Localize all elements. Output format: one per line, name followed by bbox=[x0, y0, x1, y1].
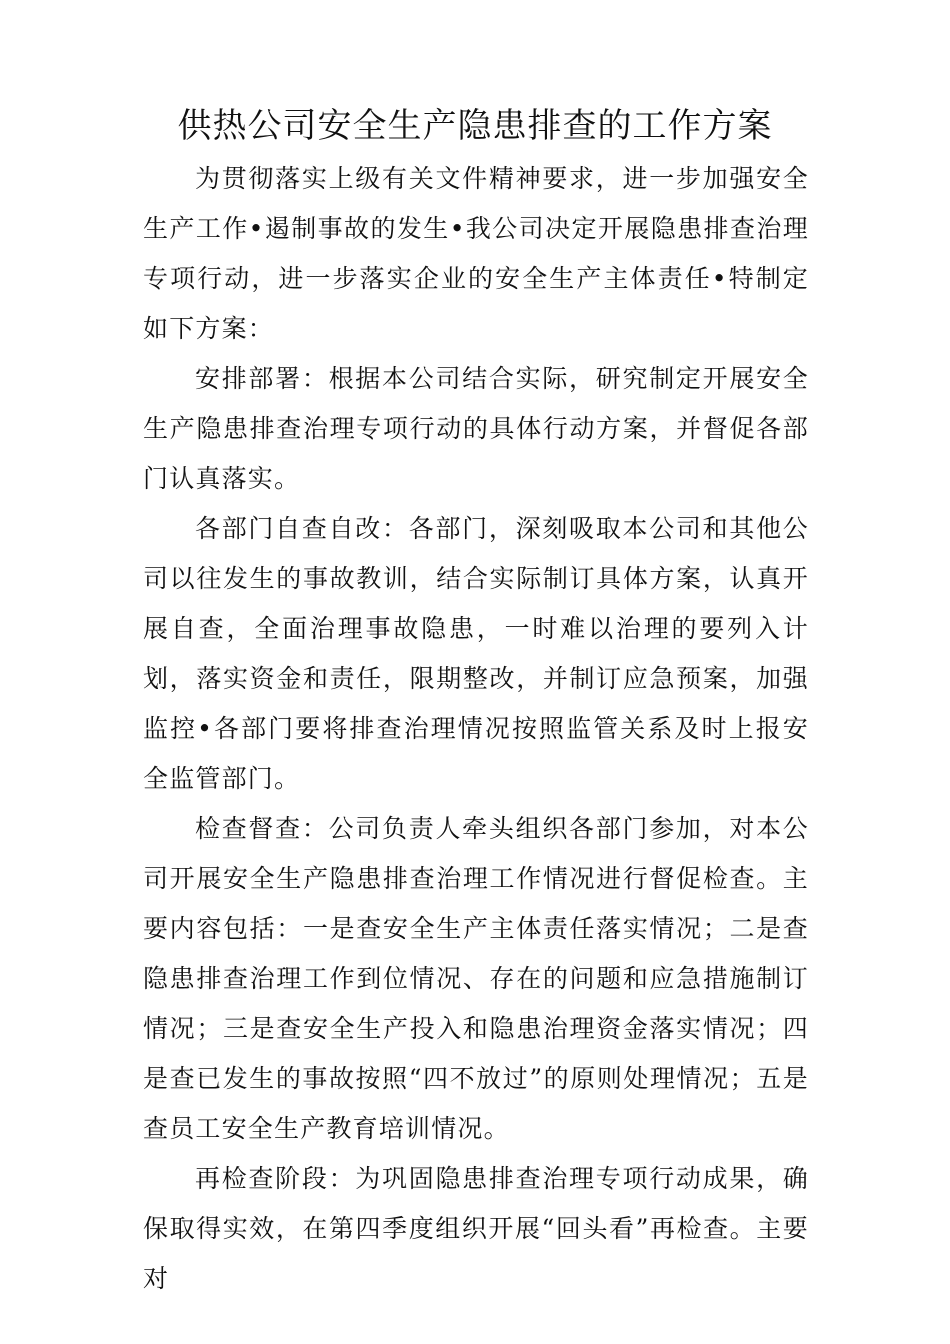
paragraph-re-inspection: 再检查阶段：为巩固隐患排查治理专项行动成果，确保取得实效，在第四季度组织开展“回头看”再检查。主要对 bbox=[143, 1164, 809, 1293]
paragraph-self-inspection: 各部门自查自改：各部门，深刻吸取本公司和其他公司以往发生的事故教训，结合实际制订具体方案，认真开展自查，全面治理事故隐患，一时难以治理的要列入计划，落实资金和责任，限期整改，并制订应急预案，加强监控•各部门要将排查治理情况按照监管关系及时上报安全监管部门。 bbox=[143, 514, 809, 793]
document-body bbox=[143, 154, 809, 1304]
paragraph-intro: 为贯彻落实上级有关文件精神要求，进一步加强安全生产工作•遏制事故的发生•我公司决定开展隐患排查治理专项行动，进一步落实企业的安全生产主体责任•特制定如下方案： bbox=[143, 164, 809, 343]
paragraph-deployment: 安排部署：根据本公司结合实际，研究制定开展安全生产隐患排查治理专项行动的具体行动方案，并督促各部门认真落实。 bbox=[143, 364, 809, 493]
paragraph-supervision: 检查督查：公司负责人牵头组织各部门参加，对本公司开展安全生产隐患排查治理工作情况进行督促检查。主要内容包括：一是查安全生产主体责任落实情况；二是查隐患排查治理工作到位情况、存在的问题和应急措施制订情况；三是查安全生产投入和隐患治理资金落实情况；四是查已发生的事故按照“四不放过”的原则处理情况；五是查员工安全生产教育培训情况。 bbox=[143, 814, 809, 1143]
document-title: 供热公司安全生产隐患排查的工作方案 bbox=[177, 106, 773, 146]
